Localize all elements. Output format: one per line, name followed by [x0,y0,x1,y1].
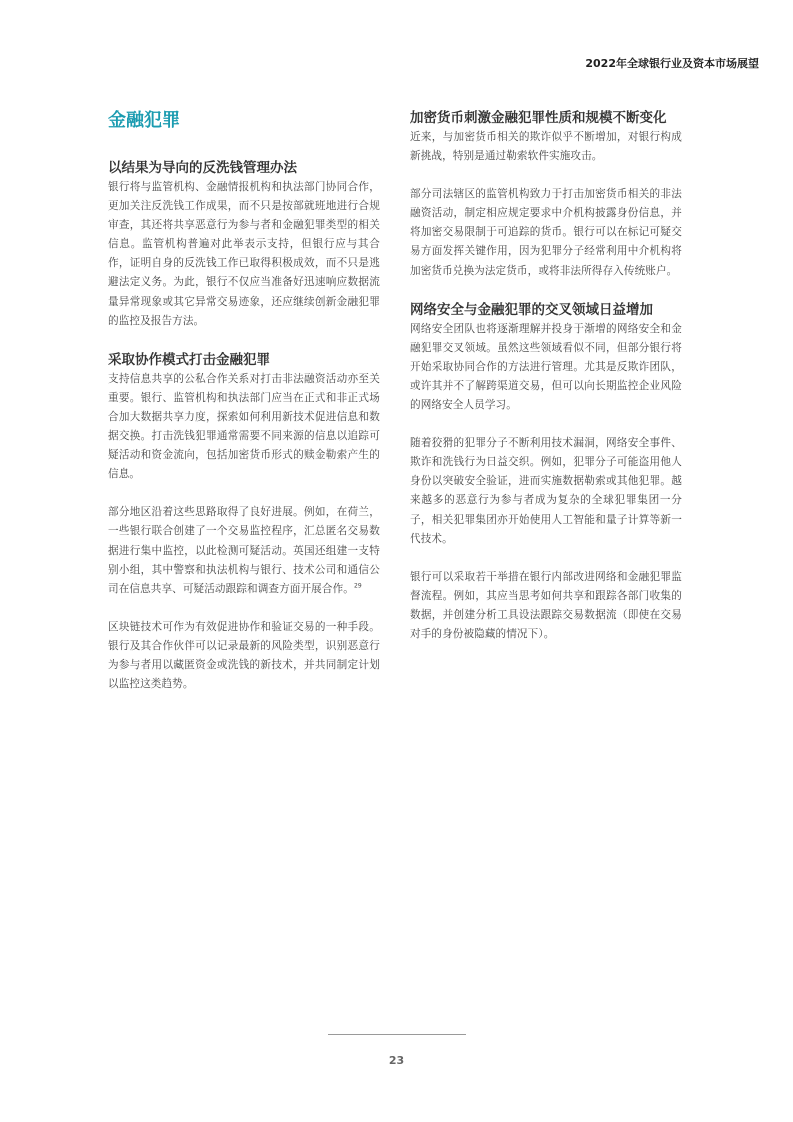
paragraph: 随着狡猾的犯罪分子不断利用技术漏洞，网络安全事件、欺诈和洗钱行为日益交织。例如，犯罪分子可能盗用他人身份以突破安全验证，进而实施数据勒索或其他犯罪。越来越多的恶意行为参与者成为复杂的全球犯罪集团一分子，相关犯罪集团亦开始使用人工智能和量子计算等新一代技术。 [410,437,682,545]
paragraph: 近来，与加密货币相关的欺诈似乎不断增加，对银行构成新挑战，特别是通过勒索软件实施攻击。 [410,131,682,163]
paragraph-uk [108,503,380,598]
block-collaboration [108,350,380,485]
footnote-ref: 29 [353,582,362,590]
paragraph: 部分司法辖区的监管机构致力于打击加密货币相关的非法融资活动，制定相应规定要求中介机构披露身份信息，并将加密交易限制于可追踪的货币。银行可以在标记可疑交易方面发挥关键作用，因为犯罪分子经常利用中介机构将加密货币兑换为法定货币，或将非法所得存入传统账户。 [410,188,682,277]
paragraph-text: 部分地区沿着这些思路取得了良好进展。例如，在荷兰，一些银行联合创建了一个交易监控程序，汇总匿名交易数据进行集中监控，以此检测可疑活动。英国还组建一支特别小组，其中警察和执法机构与银行、技术公司和通信公司在信息共享、可疑活动跟踪和调查方面开展合作。 [108,506,380,595]
paragraph: 银行将与监管机构、金融情报机构和执法部门协同合作，更加关注反洗钱工作成果，而不只是按部就班地进行合规审查，其还将共享恶意行为参与者和金融犯罪类型的相关信息。监管机构普遍对此举表示支持，但银行应与其合作，证明自身的反洗钱工作已取得积极成效，而不只是逃避法定义务。为此，银行不仅应当准备好迅速响应数据流量异常现象或其它异常交易迹象，还应继续创新金融犯罪的监控及报告方法。 [108,181,380,327]
sub-heading: 采取协作模式打击金融犯罪 [108,351,270,368]
section-title: 金融犯罪 [108,110,180,131]
block-cyber [410,300,682,644]
block-outcome-aml [108,158,380,331]
block-crypto [410,108,682,281]
paragraph: 支持信息共享的公私合作关系对打击非法融资活动亦至关重要。银行、监管机构和执法部门应当在正式和非正式场合加大数据共享力度，探索如何利用新技术促进信息和数据交换。打击洗钱犯罪通常需要不同来源的信息以追踪可疑活动和资金流向，包括加密货币形式的赎金勒索产生的信息。 [108,372,380,481]
header-title: 2022年全球银行业及资本市场展望 [585,57,759,70]
paragraph-blockchain: 区块链技术可作为有效促进协作和验证交易的一种手段。银行及其合作伙伴可以记录最新的风险类型，识别恶意行为参与者用以藏匿资金或洗钱的新技术，并共同制定计划以监控这类趋势。 [108,620,380,691]
left-column [108,108,380,713]
paragraph: 网络安全团队也将逐渐理解并投身于渐增的网络安全和金融犯罪交叉领域。虽然这些领域看似不同，但部分银行将开始采取协同合作的方法进行管理。尤其是反欺诈团队，或许其并不了解跨渠道交易，但可以向长期监控企业风险的网络安全人员学习。 [410,322,682,412]
footer-divider [328,1034,466,1035]
right-column [410,108,682,663]
sub-heading: 以结果为导向的反洗钱管理办法 [108,160,297,176]
paragraph: 银行可以采取若干举措在银行内部改进网络和金融犯罪监督流程。例如，其应当思考如何共享和跟踪各部门收集的数据，并创建分析工具设法跟踪交易数据流（即使在交易对手的身份被隐藏的情况下）。 [410,570,682,640]
sub-heading: 加密货币刺激金融犯罪性质和规模不断变化 [410,110,667,126]
sub-heading: 网络安全与金融犯罪的交叉领域日益增加 [410,301,653,318]
page-number: 23 [388,1054,405,1067]
